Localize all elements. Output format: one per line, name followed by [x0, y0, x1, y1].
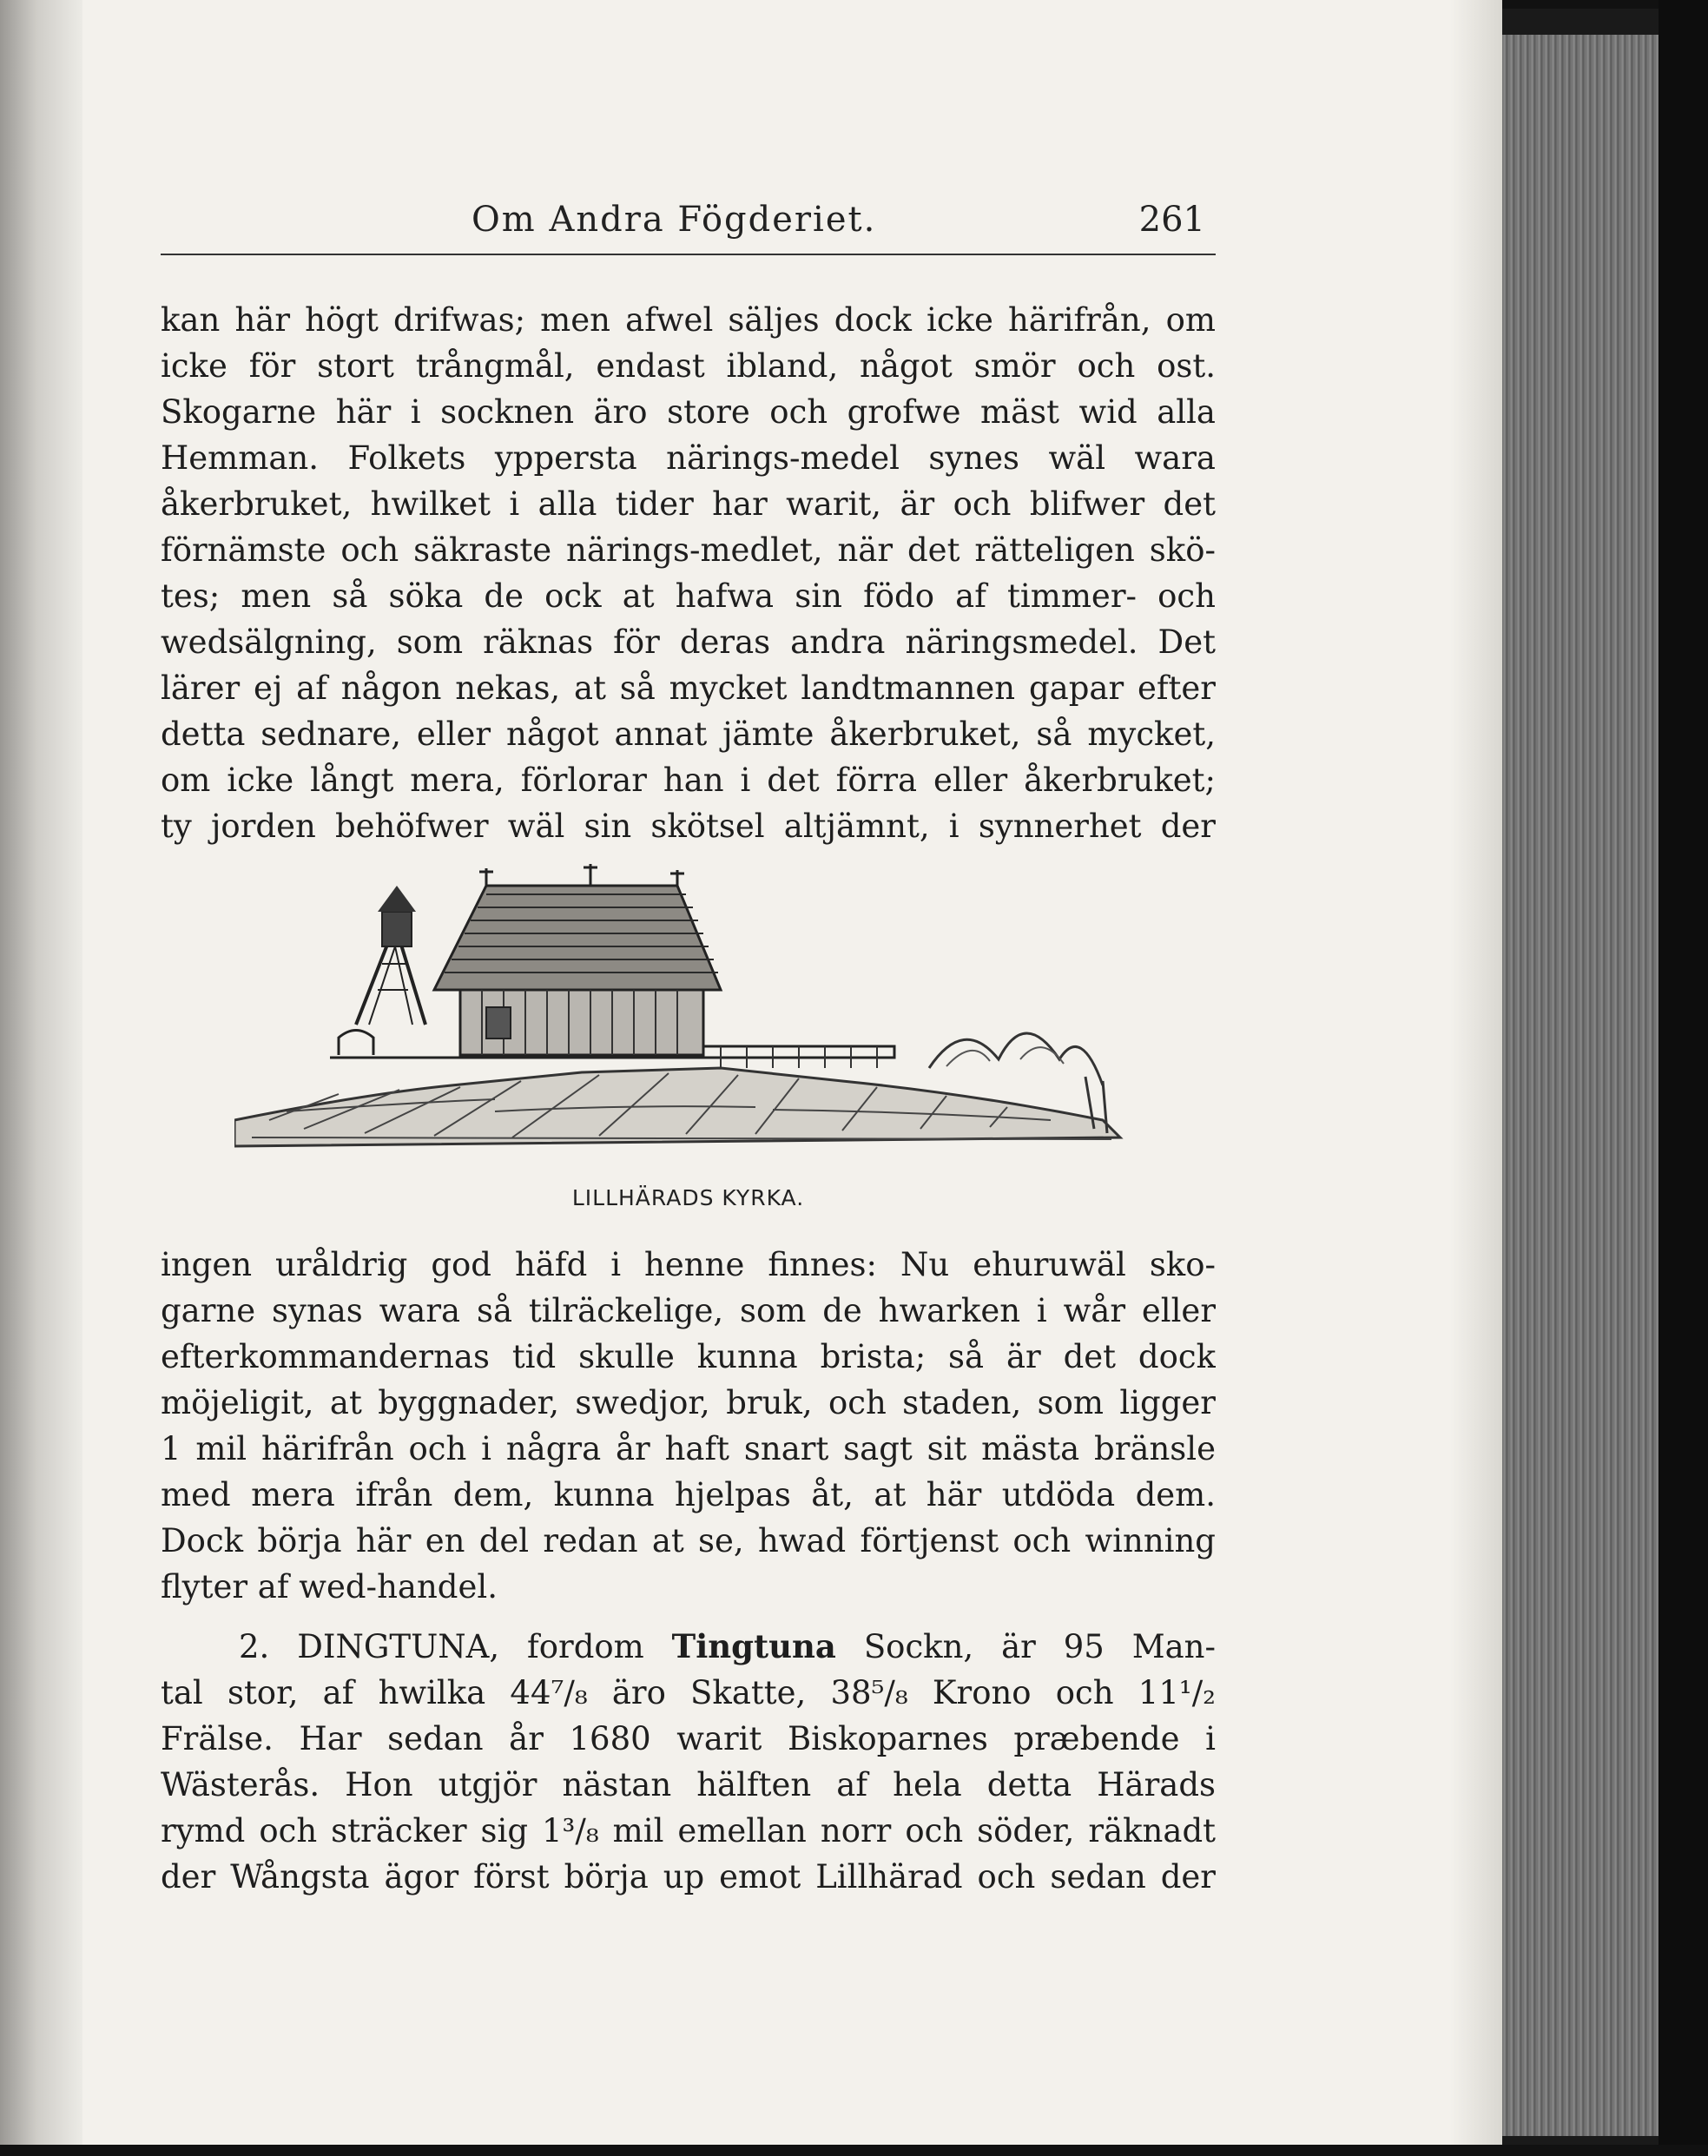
text-line: detta sednare, eller något annat jämte åkerbruket, så mycket, — [161, 715, 1216, 753]
tingtuna-bold: Tingtuna — [671, 1627, 836, 1665]
text-line: rymd och sträcker sig 1³/₈ mil emellan norr och söder, räknadt — [161, 1812, 1216, 1849]
text-line: Dock börja här en del redan at se, hwad förtjenst och winning — [161, 1522, 1216, 1559]
text-line: efterkommandernas tid skulle kunna brista; så är det dock — [161, 1338, 1216, 1375]
text-line: Frälse. Har sedan år 1680 warit Biskoparnes præbende i — [161, 1720, 1216, 1757]
scan-bottom-border — [0, 2145, 1708, 2156]
paragraph-2 — [161, 1242, 1216, 1610]
text-line: ty jorden behöfwer wäl sin skötsel altjämnt, i synnerhet der — [161, 808, 1216, 845]
text-line: der Wångsta ägor först börja up emot Lillhärad och sedan der — [161, 1858, 1216, 1896]
text-line: 1 mil härifrån och i några år haft snart sagt sit mästa bränsle — [161, 1430, 1216, 1467]
text-line: åkerbruket, hwilket i alla tider har warit, är och blifwer det — [161, 485, 1216, 523]
page-edge-shadow — [1450, 0, 1502, 2145]
text-line: ingen uråldrig god häfd i henne finnes: Nu ehuruwäl sko- — [161, 1246, 1216, 1283]
dingtuna-heading: 2. DINGTUNA, fordom — [239, 1628, 672, 1665]
text-line: wedsälgning, som räknas för deras andra näringsmedel. Det — [161, 623, 1216, 661]
text-line: förnämste och säkraste närings-medlet, när det rätteligen skö- — [161, 531, 1216, 569]
gutter-shadow — [0, 0, 82, 2145]
text-line: med mera ifrån dem, kunna hjelpas åt, at här utdöda dem. — [161, 1476, 1216, 1513]
running-head: Om Andra Fögderiet. — [472, 200, 877, 240]
text-line: kan här högt drifwas; men afwel säljes dock icke härifrån, om — [161, 301, 1216, 339]
text-line: tal stor, af hwilka 44⁷/₈ äro Skatte, 38⁵/₈ Krono och 11¹/₂ — [161, 1674, 1216, 1711]
book-fore-edge — [1502, 35, 1685, 2136]
paragraph-3 — [161, 1624, 1216, 1900]
church-illustration — [234, 860, 1138, 1164]
text-line — [161, 1624, 1216, 1670]
text-line: garne synas wara så tilräckelige, som de hwarken i wår eller — [161, 1292, 1216, 1329]
text-line: Skogarne här i socknen äro store och grofwe mäst wid alla — [161, 393, 1216, 431]
text-line: Hemman. Folkets yppersta närings-medel synes wäl wara — [161, 439, 1216, 477]
text-line: Wästerås. Hon utgjör nästan hälften af hela detta Härads — [161, 1766, 1216, 1803]
illustration-caption: LILLHÄRADS KYRKA. — [571, 1185, 805, 1210]
text-run: Sockn, är 95 Man- — [835, 1628, 1216, 1665]
text-line: möjeligit, at byggnader, swedjor, bruk, och staden, som ligger — [161, 1384, 1216, 1421]
page-header — [161, 200, 1216, 252]
text-line: flyter af wed-handel. — [161, 1568, 498, 1605]
text-line: lärer ej af någon nekas, at så mycket landtmannen gapar efter — [161, 669, 1216, 707]
scan-right-border — [1659, 0, 1708, 2156]
header-rule — [161, 254, 1216, 255]
paragraph-1 — [161, 297, 1216, 849]
text-line: icke för stort trångmål, endast ibland, något smör och ost. — [161, 347, 1216, 385]
text-line: om icke långt mera, förlorar han i det förra eller åkerbruket; — [161, 762, 1216, 799]
text-line: tes; men så söka de ock at hafwa sin födo af timmer- och — [161, 577, 1216, 615]
page-number: 261 — [1138, 200, 1205, 240]
